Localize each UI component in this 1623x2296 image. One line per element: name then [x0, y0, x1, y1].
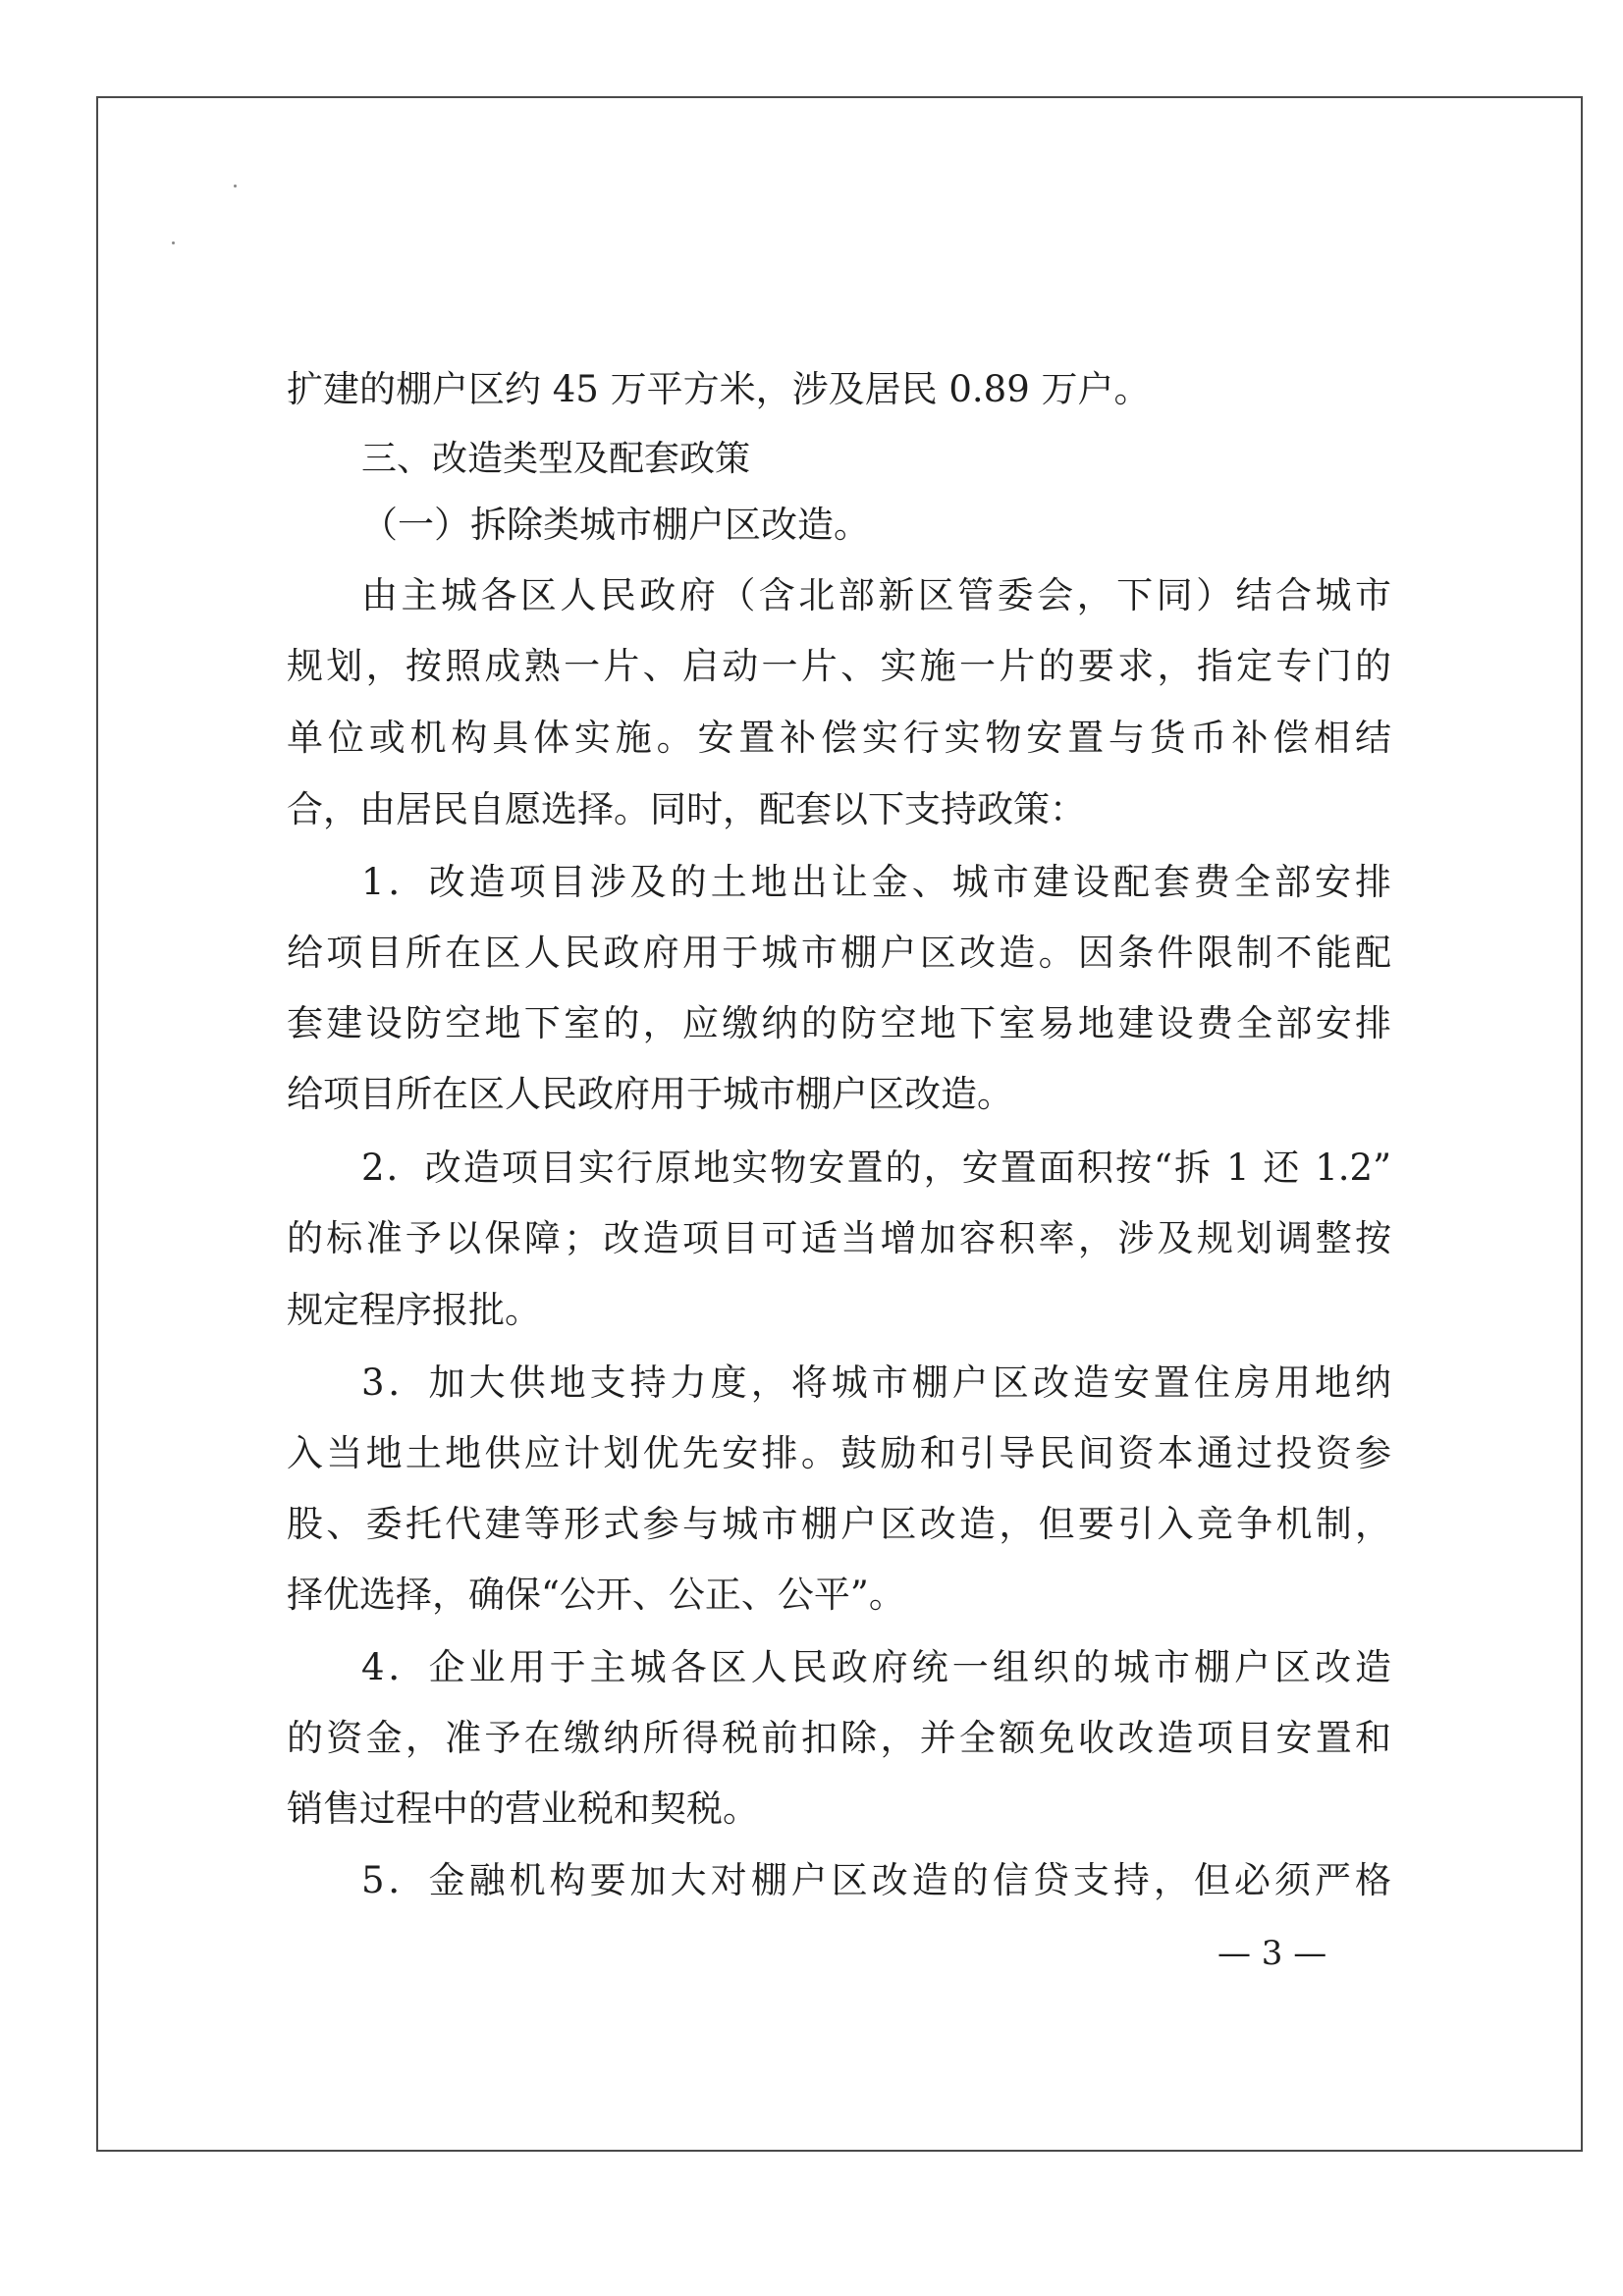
list-item-line: 给项目所在区人民政府用于城市棚户区改造。因条件限制不能配 [287, 932, 1391, 974]
scan-speck [172, 241, 175, 244]
list-item-line: 规定程序报批。 [287, 1289, 541, 1331]
scan-speck [234, 185, 237, 187]
body-line: 扩建的棚户区约 45 万平方米，涉及居民 0.89 万户。 [287, 368, 1151, 410]
page-number: — 3 — [1217, 1934, 1327, 1973]
body-line: 规划，按照成熟一片、启动一片、实施一片的要求，指定专门的 [287, 645, 1391, 687]
list-item-line: 入当地土地供应计划优先安排。鼓励和引导民间资本通过投资参 [287, 1432, 1391, 1474]
list-item-line: 2．改造项目实行原地实物安置的，安置面积按“拆 1 还 1.2” [361, 1147, 1391, 1189]
list-item-line: 给项目所在区人民政府用于城市棚户区改造。 [287, 1073, 1013, 1115]
body-line: 由主城各区人民政府（含北部新区管委会，下同）结合城市 [361, 574, 1391, 616]
list-item-line: 的标准予以保障；改造项目可适当增加容积率，涉及规划调整按 [287, 1217, 1391, 1259]
list-item-line: 1．改造项目涉及的土地出让金、城市建设配套费全部安排 [361, 861, 1391, 903]
body-line: 单位或机构具体实施。安置补偿实行实物安置与货币补偿相结 [287, 717, 1391, 759]
list-item-line: 择优选择，确保“公开、公正、公平”。 [287, 1574, 905, 1616]
list-item-line: 的资金，准予在缴纳所得税前扣除，并全额免收改造项目安置和 [287, 1717, 1391, 1759]
list-item-line: 5．金融机构要加大对棚户区改造的信贷支持，但必须严格 [361, 1859, 1391, 1901]
list-item-line: 销售过程中的营业税和契税。 [287, 1788, 759, 1830]
list-item-line: 4．企业用于主城各区人民政府统一组织的城市棚户区改造 [361, 1646, 1391, 1688]
section-heading: 三、改造类型及配套政策 [361, 439, 751, 479]
subsection-heading: （一）拆除类城市棚户区改造。 [361, 504, 870, 546]
list-item-line: 套建设防空地下室的，应缴纳的防空地下室易地建设费全部安排 [287, 1002, 1391, 1044]
list-item-line: 股、委托代建等形式参与城市棚户区改造，但要引入竞争机制， [287, 1503, 1391, 1545]
list-item-line: 3．加大供地支持力度，将城市棚户区改造安置住房用地纳 [361, 1362, 1391, 1404]
body-line: 合，由居民自愿选择。同时，配套以下支持政策： [287, 788, 1086, 830]
